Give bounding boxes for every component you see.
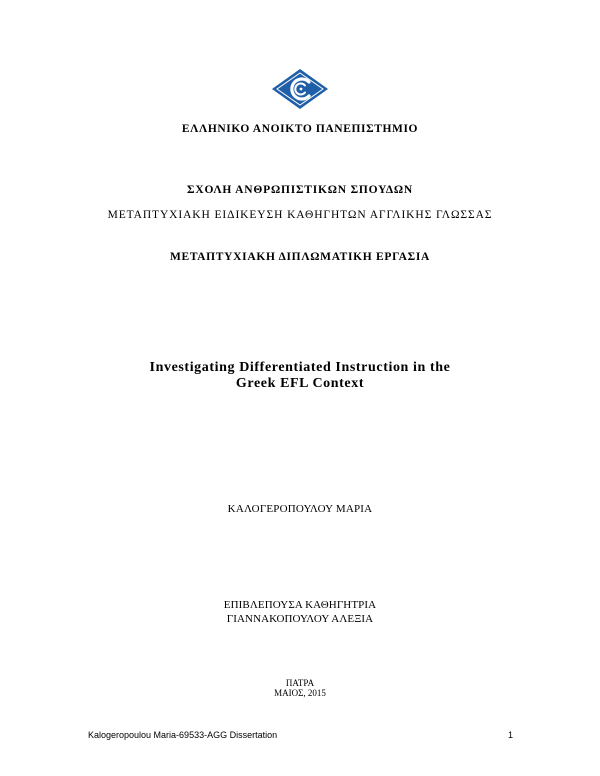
university-name: ΕΛΛΗΝΙΚΟ ΑΝΟΙΚΤΟ ΠΑΝΕΠΙΣΤΗΜΙΟ [181,123,419,135]
place: ΠΑΤΡΑ [285,678,315,688]
footer-text: Kalogeropoulou Maria-69533-AGG Dissertation [88,730,278,740]
author-name: ΚΑΛΟΓΕΡΟΠΟΥΛΟΥ ΜΑΡΙΑ [227,503,373,515]
document-type: ΜΕΤΑΠΤΥΧΙΑΚΗ ΔΙΠΛΩΜΑΤΙΚΗ ΕΡΓΑΣΙΑ [169,251,431,263]
program-name: ΜΕΤΑΠΤΥΧΙΑΚΗ ΕΙΔΙΚΕΥΣΗ ΚΑΘΗΓΗΤΩΝ ΑΓΓΛΙΚΗΣ ΓΛΩΣΣΑΣ [107,209,493,221]
university-logo-icon [271,68,329,110]
supervisor-role: ΕΠΙΒΛΕΠΟΥΣΑ ΚΑΘΗΓΗΤΡΙΑ [223,599,377,611]
thesis-title-line-1: Investigating Differentiated Instruction in the [149,360,451,375]
school-name: ΣΧΟΛΗ ΑΝΘΡΩΠΙΣΤΙΚΩΝ ΣΠΟΥΔΩΝ [187,184,413,196]
page-number: 1 [508,730,514,740]
thesis-title-line-2: Greek EFL Context [235,376,365,391]
supervisor-name: ΓΙΑΝΝΑΚΟΠΟΥΛΟΥ ΑΛΕΞΙΑ [226,613,374,625]
date: ΜΑΙΟΣ, 2015 [274,688,326,698]
